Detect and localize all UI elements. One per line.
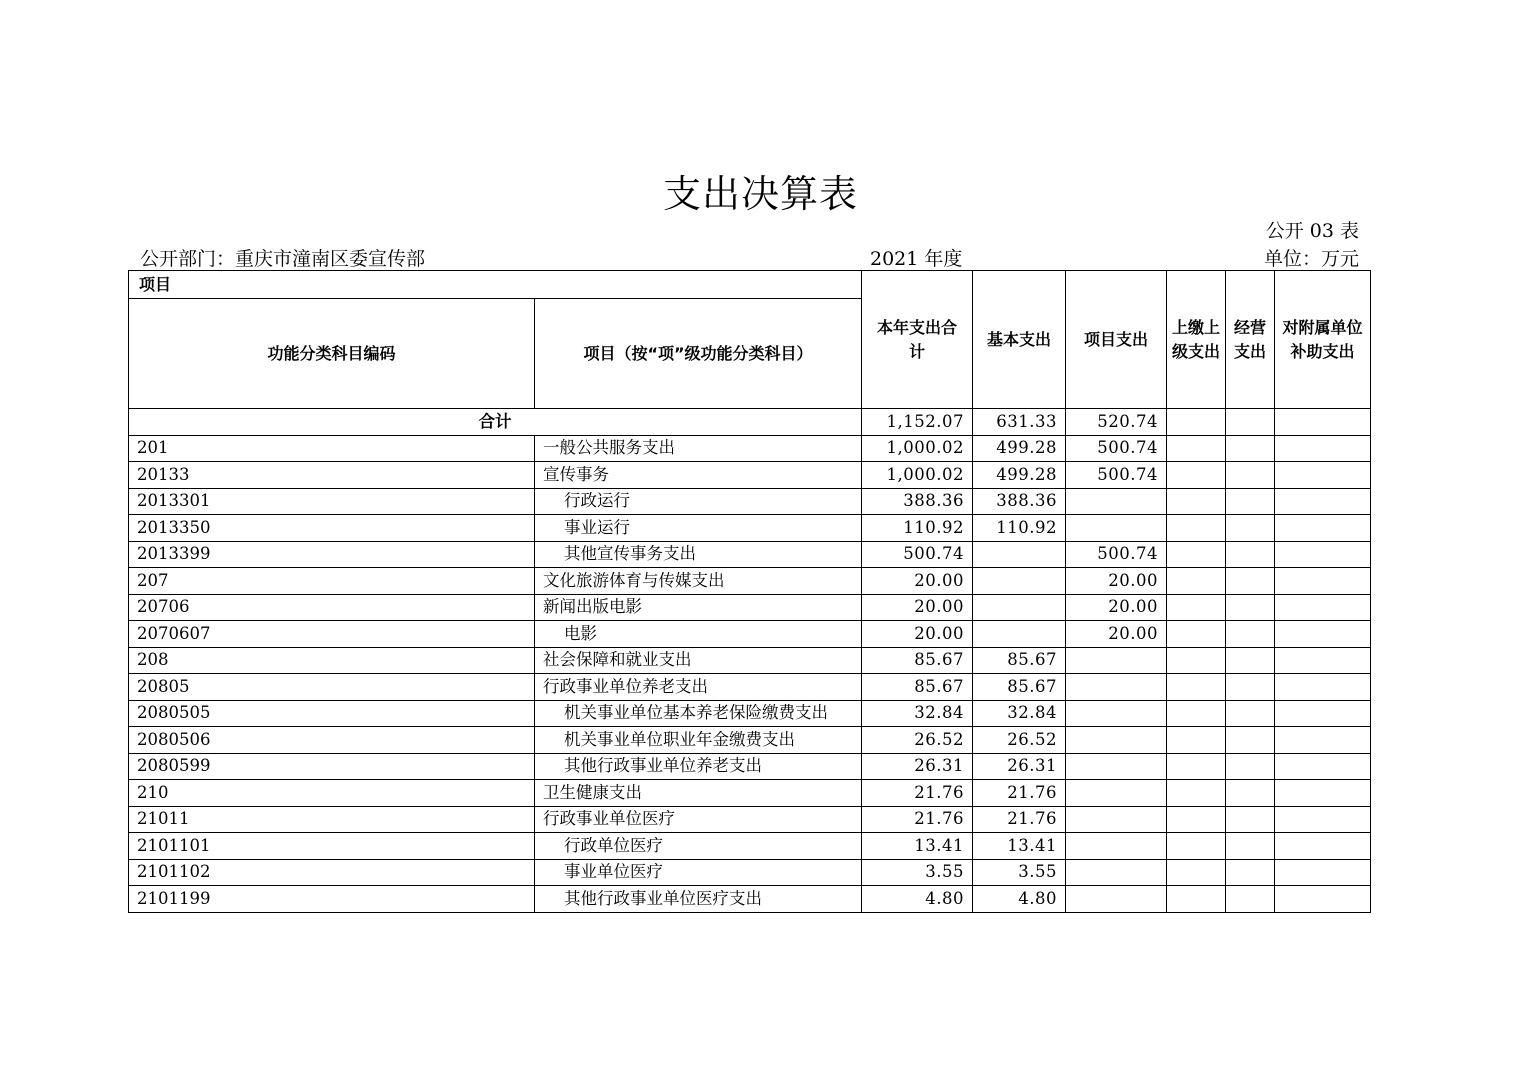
row-code: 20133 xyxy=(129,462,535,489)
table-row xyxy=(129,568,1371,595)
table-row xyxy=(129,886,1371,913)
row-business xyxy=(1226,886,1275,913)
row-subsidy xyxy=(1275,859,1371,886)
row-basic: 13.41 xyxy=(973,833,1066,860)
row-business xyxy=(1226,594,1275,621)
row-upper xyxy=(1167,727,1226,754)
row-project xyxy=(1066,674,1167,701)
row-name: 行政运行 xyxy=(535,488,862,515)
row-business xyxy=(1226,674,1275,701)
header-business: 经营支出 xyxy=(1226,271,1275,409)
table-row xyxy=(129,462,1371,489)
row-basic xyxy=(973,594,1066,621)
table-row xyxy=(129,859,1371,886)
row-name: 电影 xyxy=(535,621,862,648)
row-upper xyxy=(1167,753,1226,780)
row-subsidy xyxy=(1275,568,1371,595)
table-number: 公开 03 表 xyxy=(1265,220,1359,242)
row-basic: 3.55 xyxy=(973,859,1066,886)
row-project: 20.00 xyxy=(1066,621,1167,648)
row-upper xyxy=(1167,700,1226,727)
row-project xyxy=(1066,700,1167,727)
total-business xyxy=(1226,409,1275,436)
row-name: 其他行政事业单位医疗支出 xyxy=(535,886,862,913)
row-business xyxy=(1226,435,1275,462)
row-upper xyxy=(1167,647,1226,674)
row-name: 卫生健康支出 xyxy=(535,780,862,807)
row-business xyxy=(1226,568,1275,595)
table-row xyxy=(129,435,1371,462)
row-business xyxy=(1226,647,1275,674)
row-code: 21011 xyxy=(129,806,535,833)
table-row xyxy=(129,647,1371,674)
row-project xyxy=(1066,806,1167,833)
row-code: 20805 xyxy=(129,674,535,701)
row-total: 4.80 xyxy=(862,886,973,913)
row-name: 机关事业单位基本养老保险缴费支出 xyxy=(535,700,862,727)
table-row xyxy=(129,727,1371,754)
row-upper xyxy=(1167,833,1226,860)
row-project: 500.74 xyxy=(1066,462,1167,489)
row-project xyxy=(1066,647,1167,674)
row-code: 2101199 xyxy=(129,886,535,913)
row-business xyxy=(1226,806,1275,833)
row-subsidy xyxy=(1275,753,1371,780)
row-total: 110.92 xyxy=(862,515,973,542)
row-subsidy xyxy=(1275,435,1371,462)
row-subsidy xyxy=(1275,674,1371,701)
row-project: 20.00 xyxy=(1066,594,1167,621)
table-row xyxy=(129,515,1371,542)
row-name: 其他宣传事务支出 xyxy=(535,541,862,568)
header-project: 项目支出 xyxy=(1066,271,1167,409)
row-total: 26.52 xyxy=(862,727,973,754)
table-row xyxy=(129,780,1371,807)
row-basic: 32.84 xyxy=(973,700,1066,727)
row-business xyxy=(1226,621,1275,648)
row-project xyxy=(1066,859,1167,886)
row-business xyxy=(1226,780,1275,807)
department-label: 公开部门：重庆市潼南区委宣传部 xyxy=(140,248,426,270)
row-name: 行政事业单位医疗 xyxy=(535,806,862,833)
row-upper xyxy=(1167,806,1226,833)
row-name: 行政单位医疗 xyxy=(535,833,862,860)
row-total: 500.74 xyxy=(862,541,973,568)
row-basic: 4.80 xyxy=(973,886,1066,913)
row-total: 388.36 xyxy=(862,488,973,515)
row-name: 事业单位医疗 xyxy=(535,859,862,886)
header-upper: 上缴上级支出 xyxy=(1167,271,1226,409)
row-subsidy xyxy=(1275,515,1371,542)
row-basic: 21.76 xyxy=(973,806,1066,833)
row-basic: 21.76 xyxy=(973,780,1066,807)
table-row xyxy=(129,753,1371,780)
row-upper xyxy=(1167,859,1226,886)
total-project: 520.74 xyxy=(1066,409,1167,436)
row-name: 文化旅游体育与传媒支出 xyxy=(535,568,862,595)
row-basic: 499.28 xyxy=(973,462,1066,489)
row-subsidy xyxy=(1275,541,1371,568)
row-upper xyxy=(1167,515,1226,542)
table-row xyxy=(129,621,1371,648)
row-upper xyxy=(1167,674,1226,701)
row-project xyxy=(1066,833,1167,860)
row-project xyxy=(1066,753,1167,780)
row-upper xyxy=(1167,621,1226,648)
total-basic: 631.33 xyxy=(973,409,1066,436)
row-total: 21.76 xyxy=(862,780,973,807)
table-row xyxy=(129,833,1371,860)
row-business xyxy=(1226,515,1275,542)
row-code: 2013301 xyxy=(129,488,535,515)
row-business xyxy=(1226,700,1275,727)
row-total: 3.55 xyxy=(862,859,973,886)
total-label: 合计 xyxy=(129,409,862,436)
row-total: 20.00 xyxy=(862,568,973,595)
row-basic xyxy=(973,541,1066,568)
row-business xyxy=(1226,541,1275,568)
row-total: 85.67 xyxy=(862,647,973,674)
row-total: 20.00 xyxy=(862,594,973,621)
row-total: 85.67 xyxy=(862,674,973,701)
row-basic: 26.31 xyxy=(973,753,1066,780)
row-total: 1,000.02 xyxy=(862,435,973,462)
row-subsidy xyxy=(1275,886,1371,913)
row-project: 20.00 xyxy=(1066,568,1167,595)
row-upper xyxy=(1167,594,1226,621)
table-row xyxy=(129,674,1371,701)
row-name: 社会保障和就业支出 xyxy=(535,647,862,674)
row-project xyxy=(1066,727,1167,754)
row-business xyxy=(1226,727,1275,754)
table-row xyxy=(129,594,1371,621)
row-total: 13.41 xyxy=(862,833,973,860)
row-basic: 110.92 xyxy=(973,515,1066,542)
header-name: 项目（按“项”级功能分类科目） xyxy=(535,299,862,409)
row-code: 2070607 xyxy=(129,621,535,648)
row-upper xyxy=(1167,488,1226,515)
row-name: 事业运行 xyxy=(535,515,862,542)
row-name: 行政事业单位养老支出 xyxy=(535,674,862,701)
row-upper xyxy=(1167,568,1226,595)
row-project: 500.74 xyxy=(1066,541,1167,568)
row-code: 201 xyxy=(129,435,535,462)
table-row xyxy=(129,541,1371,568)
expenditure-table xyxy=(128,270,1371,913)
page-title: 支出决算表 xyxy=(662,172,858,216)
row-code: 2101102 xyxy=(129,859,535,886)
row-code: 2013399 xyxy=(129,541,535,568)
row-basic xyxy=(973,568,1066,595)
row-business xyxy=(1226,833,1275,860)
row-total: 21.76 xyxy=(862,806,973,833)
total-total: 1,152.07 xyxy=(862,409,973,436)
row-code: 2101101 xyxy=(129,833,535,860)
row-code: 2080505 xyxy=(129,700,535,727)
row-subsidy xyxy=(1275,488,1371,515)
row-upper xyxy=(1167,780,1226,807)
row-project xyxy=(1066,515,1167,542)
row-upper xyxy=(1167,541,1226,568)
row-upper xyxy=(1167,435,1226,462)
header-code: 功能分类科目编码 xyxy=(129,299,535,409)
row-basic: 85.67 xyxy=(973,647,1066,674)
row-name: 机关事业单位职业年金缴费支出 xyxy=(535,727,862,754)
row-code: 2080506 xyxy=(129,727,535,754)
header-total: 本年支出合计 xyxy=(862,271,973,409)
row-total: 20.00 xyxy=(862,621,973,648)
total-row xyxy=(129,409,1371,436)
row-code: 207 xyxy=(129,568,535,595)
row-project xyxy=(1066,886,1167,913)
row-name: 一般公共服务支出 xyxy=(535,435,862,462)
row-subsidy xyxy=(1275,647,1371,674)
row-subsidy xyxy=(1275,700,1371,727)
header-basic: 基本支出 xyxy=(973,271,1066,409)
row-subsidy xyxy=(1275,833,1371,860)
table-row xyxy=(129,806,1371,833)
row-basic: 85.67 xyxy=(973,674,1066,701)
fiscal-year: 2021 年度 xyxy=(870,248,963,270)
row-business xyxy=(1226,462,1275,489)
row-name: 其他行政事业单位养老支出 xyxy=(535,753,862,780)
row-business xyxy=(1226,488,1275,515)
row-basic: 388.36 xyxy=(973,488,1066,515)
total-upper xyxy=(1167,409,1226,436)
row-basic xyxy=(973,621,1066,648)
unit-label: 单位：万元 xyxy=(1263,248,1359,270)
row-total: 1,000.02 xyxy=(862,462,973,489)
row-code: 2013350 xyxy=(129,515,535,542)
row-subsidy xyxy=(1275,594,1371,621)
row-basic: 26.52 xyxy=(973,727,1066,754)
row-project: 500.74 xyxy=(1066,435,1167,462)
row-code: 2080599 xyxy=(129,753,535,780)
header-item: 项目 xyxy=(129,271,862,299)
row-name: 新闻出版电影 xyxy=(535,594,862,621)
row-business xyxy=(1226,753,1275,780)
row-code: 20706 xyxy=(129,594,535,621)
row-code: 210 xyxy=(129,780,535,807)
row-subsidy xyxy=(1275,806,1371,833)
total-subsidy xyxy=(1275,409,1371,436)
row-basic: 499.28 xyxy=(973,435,1066,462)
header-subsidy: 对附属单位补助支出 xyxy=(1275,271,1371,409)
row-business xyxy=(1226,859,1275,886)
row-project xyxy=(1066,488,1167,515)
row-subsidy xyxy=(1275,727,1371,754)
row-total: 26.31 xyxy=(862,753,973,780)
row-name: 宣传事务 xyxy=(535,462,862,489)
row-subsidy xyxy=(1275,462,1371,489)
row-subsidy xyxy=(1275,621,1371,648)
row-total: 32.84 xyxy=(862,700,973,727)
table-row xyxy=(129,488,1371,515)
row-subsidy xyxy=(1275,780,1371,807)
table-row xyxy=(129,700,1371,727)
row-project xyxy=(1066,780,1167,807)
row-upper xyxy=(1167,886,1226,913)
row-upper xyxy=(1167,462,1226,489)
row-code: 208 xyxy=(129,647,535,674)
